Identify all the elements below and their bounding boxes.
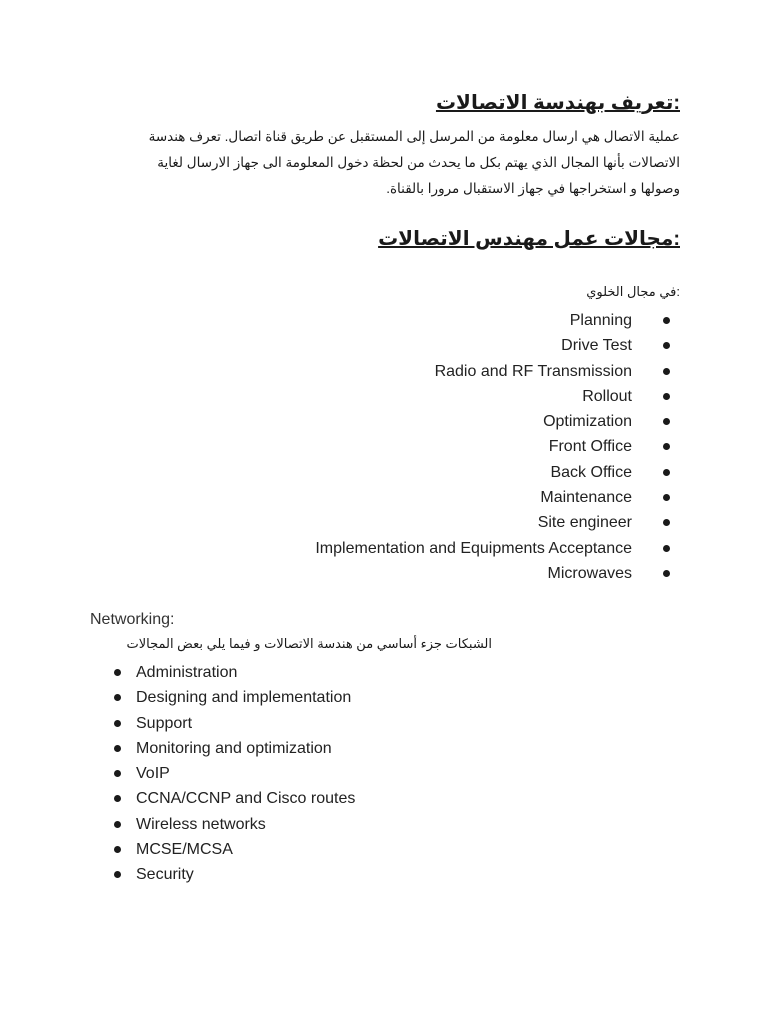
cellular-fields-list: [136, 308, 656, 586]
networking-list: [112, 660, 612, 888]
list-item: Planning: [136, 308, 656, 333]
list-item: VoIP: [112, 761, 612, 786]
list-item: Rollout: [136, 384, 656, 409]
list-item: MCSE/MCSA: [112, 837, 612, 862]
networking-heading: Networking:: [90, 611, 175, 628]
definition-heading: :تعريف بهندسة الاتصالات: [435, 92, 680, 114]
list-item: Back Office: [136, 460, 656, 485]
list-item: Support: [112, 711, 612, 736]
fields-heading: :مجالات عمل مهندس الاتصالات: [378, 228, 680, 250]
list-item: Designing and implementation: [112, 685, 612, 710]
list-item: Front Office: [136, 434, 656, 459]
list-item: Administration: [112, 660, 612, 685]
list-item: Site engineer: [136, 510, 656, 535]
definition-paragraph: عملية الاتصال هي ارسال معلومة من المرسل إلى المستقبل عن طريق قناة اتصال. تعرف هندسة الاتصالات بأنها المجال الذي يهتم بكل ما يحدث من لحظة دخول المعلومة الى جهاز الارسال لغاية وصولها و استخراجها في جهاز الاستقبال مرورا بالقناة.: [148, 129, 680, 196]
list-item: Monitoring and optimization: [112, 736, 612, 761]
networking-note: الشبكات جزء أساسي من هندسة الاتصالات و فيما يلي بعض المجالات: [126, 636, 492, 651]
list-item: Drive Test: [136, 333, 656, 358]
list-item: Microwaves: [136, 561, 656, 586]
list-item: Implementation and Equipments Acceptance: [136, 536, 656, 561]
list-item: Security: [112, 862, 612, 887]
list-item: Maintenance: [136, 485, 656, 510]
list-item: Optimization: [136, 409, 656, 434]
list-item: Wireless networks: [112, 812, 612, 837]
list-item: Radio and RF Transmission: [136, 359, 656, 384]
cellular-subtitle: :في مجال الخلوي: [586, 284, 680, 299]
list-item: CCNA/CCNP and Cisco routes: [112, 786, 612, 811]
